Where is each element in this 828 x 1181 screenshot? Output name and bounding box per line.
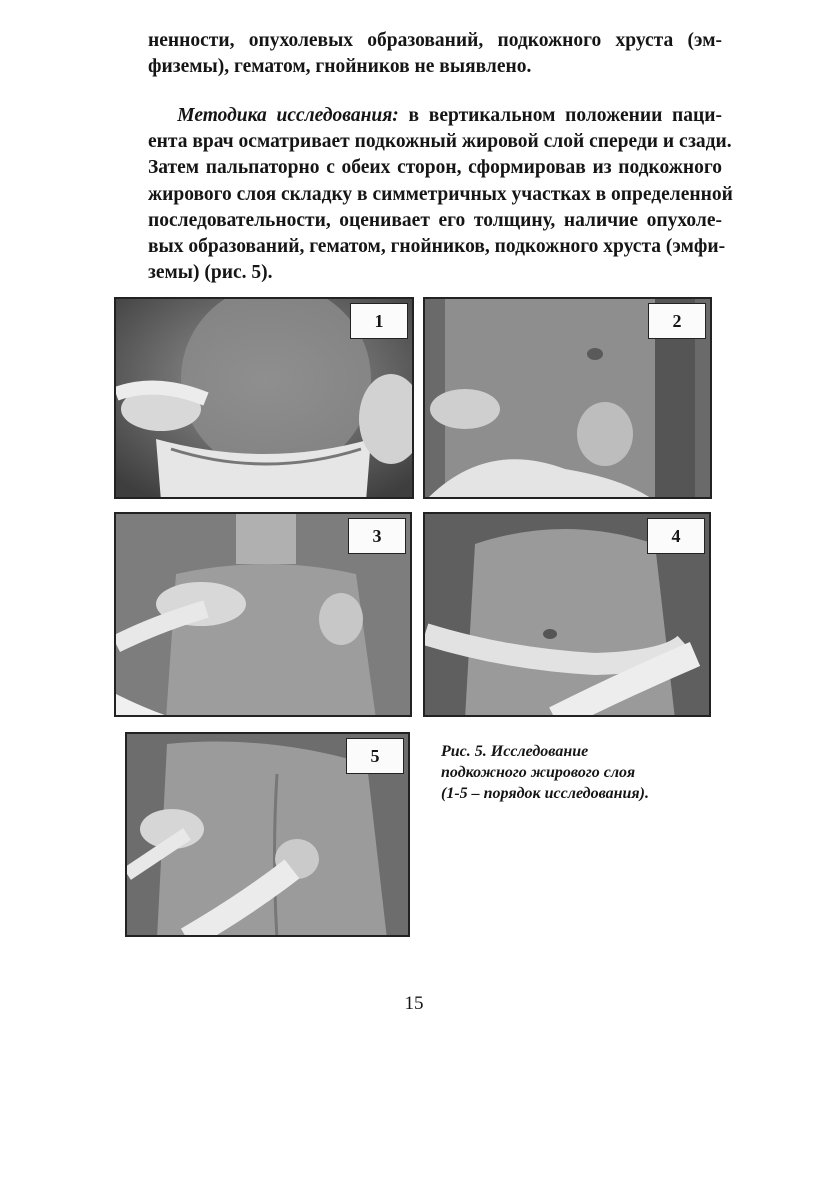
caption-line: (1-5 – порядок исследования). [441, 785, 649, 802]
photo-step-3 [114, 512, 412, 717]
caption-line: Рис. 5. Исследование [441, 743, 589, 760]
paragraph-method [148, 103, 733, 286]
photo-step-2 [423, 297, 712, 499]
photo-number: 5 [346, 738, 404, 774]
paragraph-continuation [148, 28, 722, 80]
photo-number: 1 [350, 303, 408, 339]
figure-caption [441, 741, 721, 804]
photo-number: 3 [348, 518, 406, 554]
photo-step-5 [125, 732, 410, 937]
text-line [148, 103, 722, 129]
text-line: физемы), гематом, гнойников не выявлено. [148, 56, 532, 78]
caption-line: подкожного жирового слоя [441, 764, 636, 781]
text-fragment: в вертикальном положении паци- [398, 105, 722, 126]
photo-step-4 [423, 512, 711, 717]
text-line: Затем пальпаторно с обеих сторон, сформировав из подкожного [148, 157, 722, 179]
text-line: ненности, опухолевых образований, подкожного хруста (эм- [148, 30, 722, 51]
photo-number: 4 [647, 518, 705, 554]
text-line: ента врач осматривает подкожный жировой слой спереди и сзади. [148, 131, 732, 153]
photo-step-1 [114, 297, 414, 499]
method-heading: Методика исследования: [177, 105, 399, 126]
text-line: последовательности, оценивает его толщину, наличие опухоле- [148, 209, 722, 231]
page-number: 15 [404, 993, 424, 1014]
text-line: жирового слоя складку в симметричных участках в определенной [148, 183, 733, 205]
text-line: вых образований, гематом, гнойников, подкожного хруста (эмфи- [148, 236, 726, 258]
text-line: земы) (рис. 5). [148, 262, 273, 284]
photo-number: 2 [648, 303, 706, 339]
